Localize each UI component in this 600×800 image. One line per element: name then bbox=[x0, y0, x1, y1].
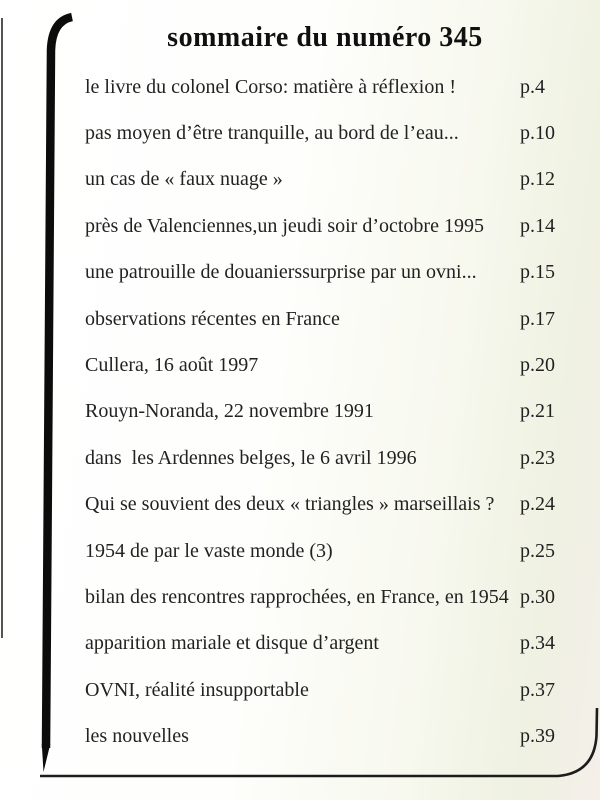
toc-page-number: p.14 bbox=[520, 214, 555, 237]
toc-entry bbox=[85, 203, 582, 249]
toc-page-number: p.24 bbox=[520, 493, 555, 516]
toc-entry-label: le livre du colonel Corso: matière à réflexion ! bbox=[85, 75, 456, 98]
toc-page-number: p.23 bbox=[520, 446, 555, 469]
toc-page-number: p.17 bbox=[520, 307, 555, 330]
toc-entry bbox=[85, 574, 582, 620]
toc-entry-label: près de Valenciennes,un jeudi soir d’octobre 1995 bbox=[85, 214, 484, 237]
toc-entry bbox=[85, 296, 582, 342]
toc-entry bbox=[85, 342, 582, 388]
toc-list bbox=[85, 64, 582, 760]
border-left-tip bbox=[42, 744, 51, 772]
toc-page-number: p.34 bbox=[520, 632, 555, 655]
toc-page-number: p.37 bbox=[520, 678, 555, 701]
toc-entry-label: Qui se souvient des deux « triangles » marseillais ? bbox=[85, 493, 495, 516]
page-title: sommaire du numéro 345 bbox=[167, 22, 483, 53]
toc-entry-label: bilan des rencontres rapprochées, en France, en 1954 bbox=[85, 585, 509, 608]
toc-entry-label: les nouvelles bbox=[85, 725, 189, 748]
toc-page-number: p.4 bbox=[520, 75, 545, 98]
toc-page-number: p.21 bbox=[520, 400, 555, 423]
toc-entry bbox=[85, 482, 582, 528]
toc-entry bbox=[85, 110, 582, 156]
toc-entry-label: 1954 de par le vaste monde (3) bbox=[85, 539, 333, 562]
toc-entry-label: Cullera, 16 août 1997 bbox=[85, 354, 259, 377]
toc-entry-label: pas moyen d’être tranquille, au bord de l’eau... bbox=[85, 122, 459, 145]
toc-entry bbox=[85, 621, 582, 667]
toc-entry-label: un cas de « faux nuage » bbox=[85, 168, 283, 191]
toc-entry bbox=[85, 713, 582, 759]
toc-page-number: p.12 bbox=[520, 168, 555, 191]
toc-page-number: p.20 bbox=[520, 354, 555, 377]
toc-entry bbox=[85, 667, 582, 713]
toc-entry-label: apparition mariale et disque d’argent bbox=[85, 632, 379, 655]
border-left-thick bbox=[46, 17, 72, 748]
toc-entry-label: OVNI, réalité insupportable bbox=[85, 678, 309, 701]
toc-page-number: p.30 bbox=[520, 585, 555, 608]
toc-entry bbox=[85, 250, 582, 296]
toc-entry bbox=[85, 64, 582, 110]
toc-entry-label: Rouyn-Noranda, 22 novembre 1991 bbox=[85, 400, 374, 423]
toc-page-number: p.25 bbox=[520, 539, 555, 562]
toc-entry-label: une patrouille de douanierssurprise par un ovni... bbox=[85, 261, 477, 284]
toc-entry-label: dans les Ardennes belges, le 6 avril 1996 bbox=[85, 446, 417, 469]
toc-page-number: p.39 bbox=[520, 725, 555, 748]
toc-entry bbox=[85, 389, 582, 435]
toc-entry bbox=[85, 435, 582, 481]
toc-page-number: p.10 bbox=[520, 122, 555, 145]
toc-entry bbox=[85, 157, 582, 203]
toc-entry bbox=[85, 528, 582, 574]
toc-entry-label: observations récentes en France bbox=[85, 307, 340, 330]
toc-page-number: p.15 bbox=[520, 261, 555, 284]
